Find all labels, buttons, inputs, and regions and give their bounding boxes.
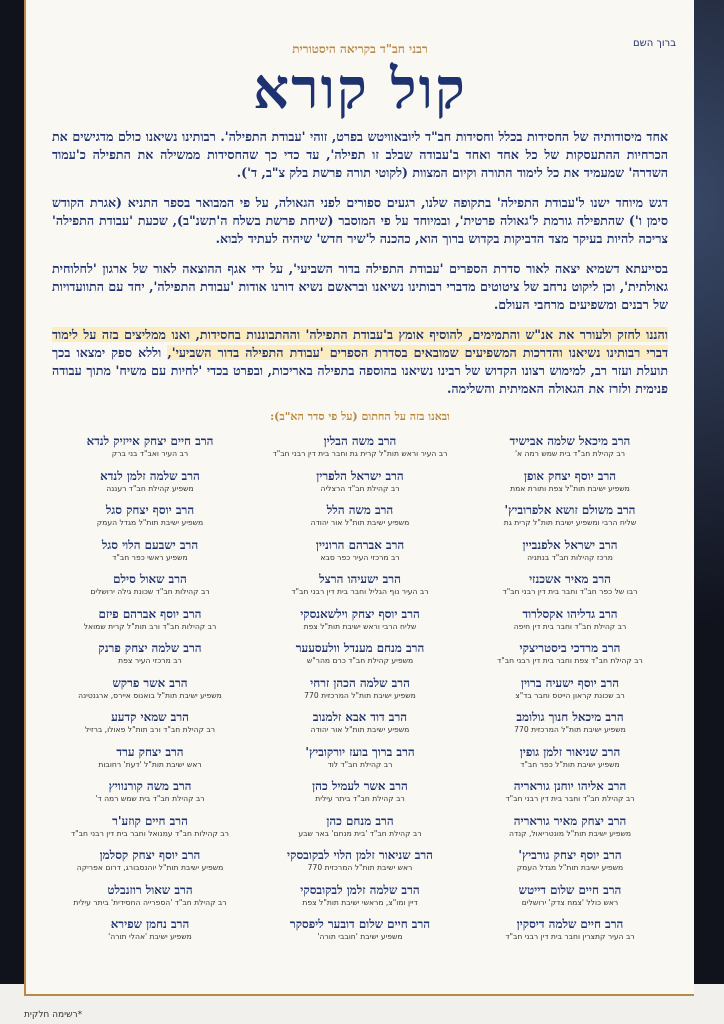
signer-entry — [260, 571, 460, 606]
signer-entry — [470, 433, 670, 468]
signer-entry — [50, 675, 250, 710]
signer-entry — [470, 882, 670, 917]
signer-entry — [470, 640, 670, 675]
signer-name: הרב משה הלל — [326, 503, 394, 517]
proclamation-body — [26, 128, 694, 398]
signer-entry — [470, 571, 670, 606]
signer-entry — [50, 709, 250, 744]
signer-entry — [50, 813, 250, 848]
signer-entry — [260, 502, 460, 537]
signer-name: הרב שניאור זלמן גופין — [519, 744, 621, 759]
signer-name: הרב שאול סילם — [113, 572, 187, 586]
signer-name: הרב אברהם הרוניין — [315, 537, 405, 552]
signer-entry — [260, 882, 460, 917]
signer-name: הרב יוסף ישעיה ברוין — [520, 675, 620, 690]
highlighted-call: והננו לחזק ולעורר את אנ"ש והתמימים, להוסיף אומץ ב'עבודת התפילה' וההתבוננות בחסידות, ואנו ממליצים בזה על לימוד דברי רבותינו נשיאנו והדרכות המשפיעים שמובאים בסדרת הספרים 'עבודת התפילה בדור השביעי', — [52, 327, 668, 360]
signer-title: משפיע ישיבת 'חובבי תורה' — [317, 932, 403, 941]
signer-title: ראש כולל 'צמח צדק' ירושלים — [521, 897, 619, 907]
signer-title: רב קהילת חב"ד וחבר בית דין רבני חב"ד — [505, 794, 635, 803]
signers-heading: ובאנו בזה על החתום (על פי סדר הא"ב): — [270, 410, 450, 423]
signer-title: רב קהילת חב"ד בית שמש רמה ד' — [95, 794, 205, 803]
corner-blessing: ברוך השם — [633, 38, 676, 49]
signer-name: הרב משולם זושא אלפרוביץ' — [504, 503, 636, 517]
signer-title: משפיע ישיבת תות"ל מגדל העמק — [516, 863, 624, 872]
signer-entry — [50, 468, 250, 503]
signer-name: הרב ישראל אלפנביין — [522, 537, 618, 552]
signer-name: הרב מיכאל חנוך גולומב — [516, 710, 624, 724]
signer-entry — [470, 606, 670, 641]
signer-name: הרב שלמה הכהן זרחי — [310, 675, 410, 690]
signer-entry — [50, 916, 250, 951]
signer-title: רב העיר ואב"ד בני ברק — [111, 449, 189, 458]
signer-name: הרב מאיר אשכנזי — [529, 572, 611, 586]
poster-header — [26, 0, 694, 128]
signer-name: הרב אשר פרקש — [112, 675, 188, 690]
signer-title: רב קהילת חב"ד 'בית מנחם' באר שבע — [298, 828, 422, 838]
signer-entry — [50, 640, 250, 675]
signer-entry — [50, 537, 250, 572]
signer-title: רב קהילת חב"ד ביתר עילית — [315, 794, 405, 803]
signer-entry — [260, 468, 460, 503]
signer-title: משפיע ישיבת תות"ל צפת ותורת אמת — [510, 483, 630, 493]
paragraph-4-tail: וללא ספק ימצאו בכך תועלת ועזר רב, למימוש רצונו הקדוש של רבינו נשיאנו בהוספה בתפילה באריכות, ובפרט בכדי 'לחיות עם משיח' מתוך עבודה פנימית ולזרז את הגאולה האמיתית והשלימה. — [52, 345, 668, 396]
signer-title: רב קהילות חב"ד שכונת גילה ירושלים — [90, 587, 210, 596]
signer-title: שליח הרבי וראש ישיבת תות"ל צפת — [303, 621, 417, 631]
signer-title: משפיע ישיבת תות"ל אור יהודה — [310, 725, 410, 734]
signer-name: הרב שלמה זלמן לנדא — [100, 468, 200, 483]
signer-title: דיין ומו"צ, מראשי ישיבת תות"ל צפת — [302, 897, 418, 907]
signer-entry — [260, 744, 460, 779]
signer-entry — [50, 606, 250, 641]
signer-entry — [260, 916, 460, 951]
signer-name: הרב יצחק מאיר גוראריה — [513, 813, 627, 828]
signer-entry — [260, 709, 460, 744]
signer-name: הרב יוסף יצחק וילשאנסקי — [300, 606, 420, 621]
signer-entry — [50, 502, 250, 537]
signer-entry — [50, 778, 250, 813]
poster-title: קול קורא — [253, 56, 467, 122]
signer-name: הרב ברוך בועז יורקוביץ' — [305, 744, 415, 759]
signer-title: משפיע ישיבת תות"ל יוהנסבורג, דרום אפריקה — [76, 863, 224, 872]
signer-name: הרב יצחק ערד — [116, 744, 184, 759]
signer-title: משפיע קהילת חב"ד רעננה — [106, 483, 194, 493]
footnote: *רשימה חלקית — [24, 1010, 83, 1020]
signer-title: רב העיר נוף הגליל וחבר בית דין רבני חב"ד — [291, 587, 429, 596]
signer-name: הרב גדליהו אקסלרוד — [522, 606, 618, 621]
signer-name: הרב יוסף יצחק סגל — [105, 503, 195, 517]
signer-name: הרב מרדכי ביסטריצקי — [519, 641, 621, 655]
signer-entry — [470, 916, 670, 951]
signer-title: ראש ישיבת תות"ל 'דעת' רחובות — [98, 759, 202, 769]
signers-column-center — [260, 433, 460, 951]
signer-title: רב העיר קתצרין וחבר בית דין רבני חב"ד — [505, 932, 635, 941]
signer-entry — [50, 882, 250, 917]
signer-name: הרב חיים יצחק אייזיק לנדא — [86, 434, 214, 448]
signer-name: הרב חיים שלום דובער ליפסקר — [289, 917, 431, 931]
signer-title: משפיע קהילת חב"ד כרם מהר"ש — [306, 656, 414, 665]
signer-title: רב קהילת חב"ד לוד — [327, 759, 393, 769]
signers-grid — [26, 433, 694, 951]
signer-title: רב שכונת קראון הייטס וחבר בד"צ — [515, 690, 625, 700]
signer-title: משפיע ישיבת תות"ל המרכזית 770 — [304, 690, 416, 700]
signer-entry — [50, 847, 250, 882]
signer-title: משפיע ישיבת 'אהלי תורה' — [108, 932, 192, 941]
signer-entry — [470, 778, 670, 813]
signer-name: הרב ישראל הלפרין — [316, 468, 404, 483]
signer-name: הרב שמאי קדעע — [111, 710, 189, 724]
signer-title: ראש ישיבת תות"ל המרכזית 770 — [307, 863, 413, 872]
signer-name: הרב מנחם מענדל וולעסעער — [295, 641, 425, 655]
signer-title: רב קהילות חב"ד ורב תות"ל קרית שמואל — [83, 621, 217, 631]
signer-entry — [260, 537, 460, 572]
signer-title: רב מרכזי העיר כפר סבא — [320, 552, 400, 562]
poster-subtitle: רבני חב"ד בקריאה היסטורית — [292, 42, 428, 56]
signer-name: הרב יוסף אברהם פיזם — [98, 606, 202, 621]
signer-name: הרב אשר לעמיל כהן — [312, 779, 408, 793]
signer-entry — [470, 675, 670, 710]
signer-name: הרב שלמה יצחק פרנק — [98, 641, 202, 655]
signer-title: רב קהילת חב"ד וחבר בית דין חיפה — [513, 621, 627, 631]
signer-title: משפיע ישיבת תות"ל אור יהודה — [310, 518, 410, 527]
signer-name: הרב חיים שלום דייטש — [518, 882, 622, 897]
signers-column-right — [470, 433, 670, 951]
signer-name: הרב שלמה זלמן לבקובסקי — [300, 882, 420, 897]
signer-title: משפיע ראשי כפר חב"ד — [112, 552, 188, 562]
signer-title: משפיע ישיבת תות"ל מונטריאול, קנדה — [509, 828, 631, 838]
signer-title: רב קהילת חב"ד צפת וחבר בית דין רבני חב"ד — [497, 656, 643, 665]
signer-entry — [470, 744, 670, 779]
proclamation-poster — [24, 0, 694, 996]
paragraph-2: דגש מיוחד ישנו ל'עבודת התפילה' בתקופה שלנו, רגעים ספורים לפני הגאולה, על פי המבואר בספר התניא (אגרת הקודש סימן ו') שהתפילה גורמת ל'גאולה פרטית', ובמיוחד על פי המוסבר (שיחת פרשת בשלח ה'תשנ"ב), שכעת 'עבודת התפילה' צריכה להיות בעיקר מצד הדביקות בקדוש ברוך הוא, כהכנה ל'שיר חדש' שיהיה לעתיד לבוא. — [52, 195, 668, 246]
signer-entry — [260, 813, 460, 848]
signer-title: רב קהילת חב"ד בית שמש רמה א' — [514, 449, 626, 458]
signer-title: רב קהילת חב"ד ורב תות"ל פאולו, ברזיל — [84, 725, 216, 734]
signer-name: הרב יוסף יצחק גורביץ' — [518, 848, 622, 862]
signer-name: הרב משה הבלין — [323, 434, 397, 448]
signer-entry — [50, 571, 250, 606]
signer-title: רבו של כפר חב"ד וחבר בית דין רבני חב"ד — [502, 587, 638, 596]
signer-name: הרב ישבעם הלוי סגל — [101, 537, 199, 552]
signer-name: הרב שאול רוזנבלט — [107, 882, 193, 897]
signer-title: משפיע ישיבת תות"ל המרכזית 770 — [514, 725, 626, 734]
signer-entry — [470, 502, 670, 537]
signer-entry — [260, 675, 460, 710]
signer-entry — [470, 813, 670, 848]
signer-name: הרב יוסף יצחק קסלמן — [99, 848, 201, 862]
paragraph-1: אחד מיסודותיה של החסידות בכלל וחסידות חב"ד ליובאוויטש בפרט, זוהי 'עבודת התפילה'. רבותינו נשיאנו כולם מדגישים את הכרחיות ההתעסקות של כל אחד ואחד ב'עבודה שבלב זו תפילה', עד כדי כך שהחסידות ממשילה את התפילה כ'עמוד השדרה' שמעמיד את כל לימוד התורה וקיום המצוות (לקוטי תורה פרשת בלק צ"ב, ד'). — [52, 129, 668, 180]
paragraph-3: בסייעתא דשמיא יצאה לאור סדרת הספרים 'עבודת התפילה בדור השביעי', על ידי אגף ההוצאה לאור של ארגון 'לחלוחית גאולתית', וכן ליקוט נרחב של ציטוטים מדברי רבותינו נשיאנו ובראשם נשיא דורנו אודות 'עבודת התפילה', יחד עם התוועדויות של רבנים ומשפיעים מרחבי העולם. — [52, 261, 668, 312]
signers-column-left — [50, 433, 250, 951]
signer-name: הרב אליהו יוחנן גוראריה — [513, 779, 627, 793]
signer-entry — [470, 468, 670, 503]
signer-entry — [50, 433, 250, 468]
signer-entry — [470, 709, 670, 744]
signer-name: הרב חיים שלמה דיסקין — [516, 917, 624, 931]
signer-title: מרכז קהילות חב"ד בנתניה — [527, 552, 613, 562]
signer-name: הרב נחמן שפירא — [110, 917, 190, 931]
signer-title: רב קהילת חב"ד 'הספרייה החסידית' ביתר עילית — [73, 897, 227, 907]
signer-name: הרב ישעיהו הרצל — [319, 572, 401, 586]
signer-title: שליח הרבי ומשפיע ישיבת תות"ל קרית גת — [503, 518, 637, 527]
signer-entry — [470, 847, 670, 882]
signer-entry — [260, 847, 460, 882]
signer-entry — [260, 433, 460, 468]
signer-title: משפיע ישיבת תות"ל כפר חב"ד — [520, 759, 620, 769]
signer-name: הרב שניאור זלמן הלוי לבקובסקי — [287, 848, 433, 862]
paragraph-4 — [52, 326, 668, 398]
signer-title: רב מרכזי העיר צפת — [118, 656, 182, 665]
signer-entry — [50, 744, 250, 779]
signer-title: משפיע ישיבת תות"ל בואנוס איירס, ארגנטינה — [78, 690, 222, 700]
signer-entry — [470, 537, 670, 572]
signer-title: רב קהילות חב"ד עמנואל וחבר בית דין רבני חב"ד — [71, 828, 229, 838]
signer-title: משפיע ישיבת תות"ל מגדל העמק — [96, 518, 204, 527]
signer-name: הרב חיים קוזע'ר — [112, 813, 188, 828]
signer-entry — [260, 640, 460, 675]
signer-name: הרב מנחם כהן — [326, 813, 394, 828]
signer-name: הרב דוד אבא זלמנוב — [312, 710, 408, 724]
signer-name: הרב משה קורנוויץ — [108, 779, 192, 793]
signer-title: רב קהילת חב"ד הרצליה — [320, 483, 400, 493]
signer-entry — [260, 606, 460, 641]
signer-name: הרב מיכאל שלמה אבישיד — [509, 434, 631, 448]
signer-title: רב העיר וראש תות"ל קרית גת וחבר בית דין רבני חב"ד — [272, 449, 448, 458]
signer-entry — [260, 778, 460, 813]
signer-name: הרב יוסף יצחק אופן — [523, 468, 617, 483]
